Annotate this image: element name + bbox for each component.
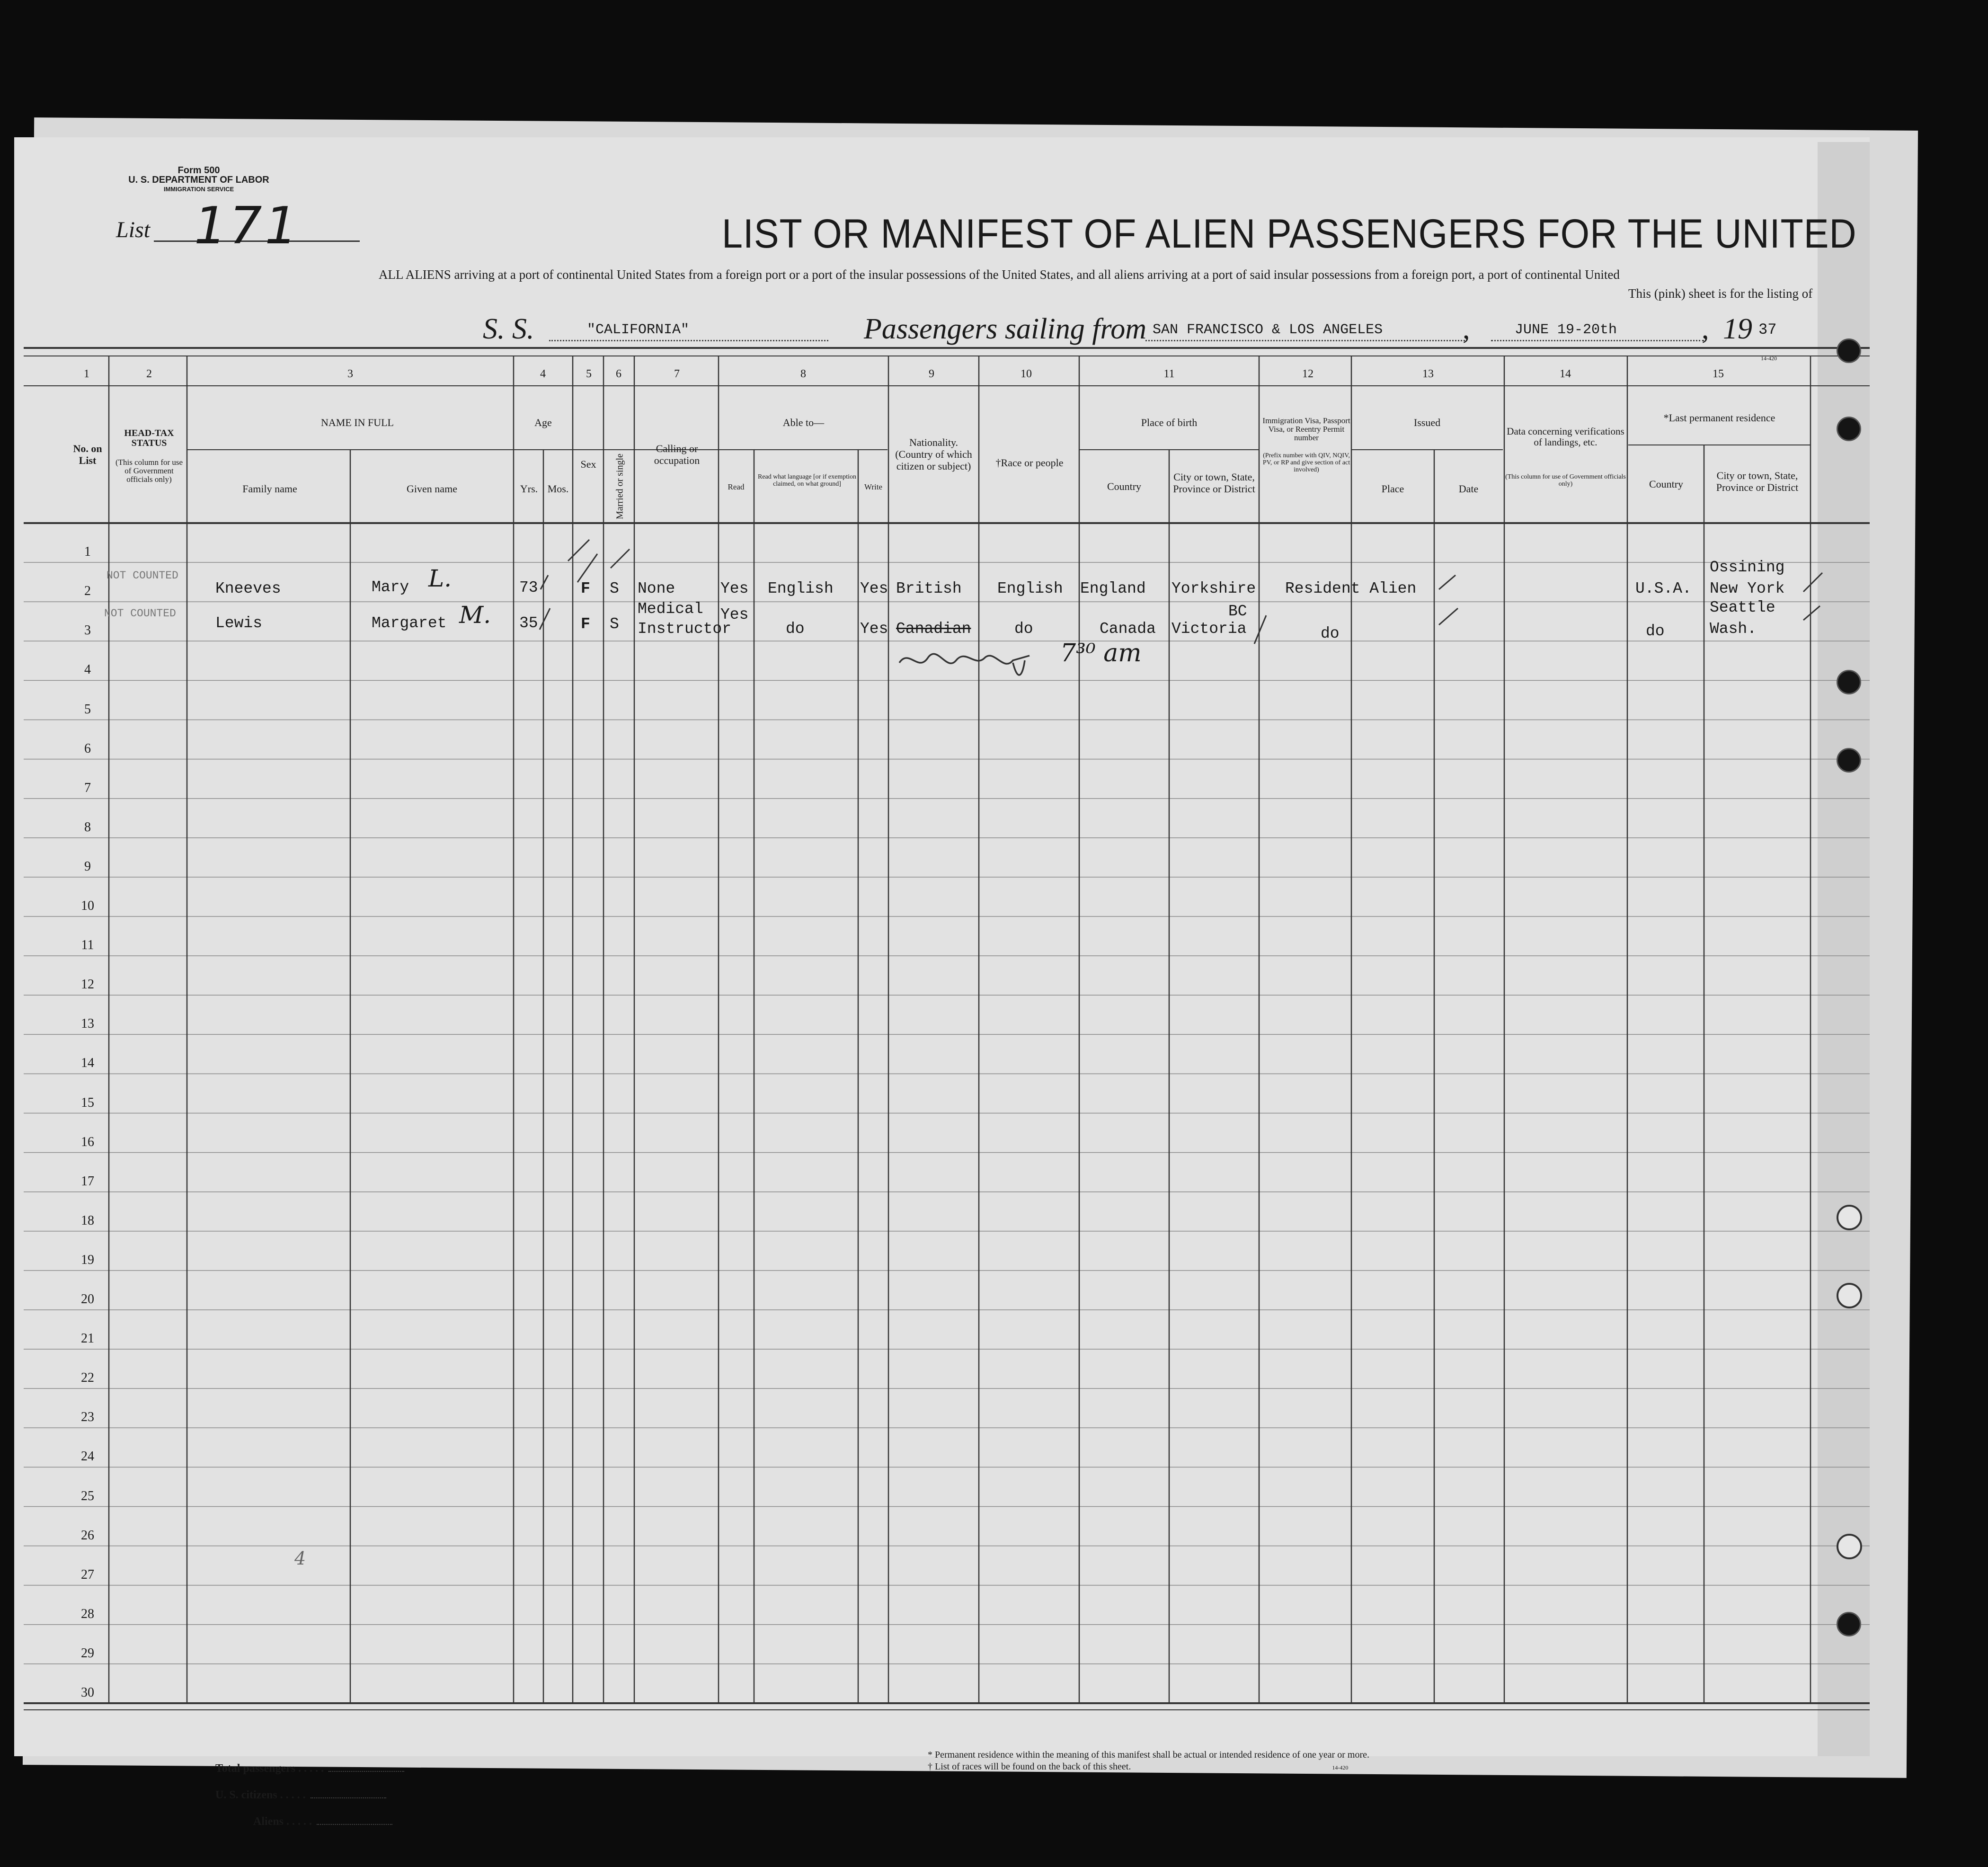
colnum-13: 13 [1422,368,1434,380]
header-head-tax: HEAD-TAX STATUS [124,428,174,448]
row-number: 25 [81,1488,94,1503]
ship-label: S. S. [483,313,534,345]
ship-name-line [549,340,828,341]
row-number: 13 [81,1016,94,1031]
citizen-dots: . . . . . [280,1789,306,1801]
residence-city: Seattle [1710,599,1775,616]
occupation: Medical [638,600,703,618]
page-edge [1818,142,1870,1756]
given-name: Mary [372,578,409,596]
residence-country: U.S.A. [1635,580,1692,597]
row-number: 7 [84,780,91,795]
port-line [1145,340,1465,341]
nationality: Canadian [896,620,971,638]
header-residence-city: City or town, State, Province or District [1716,470,1799,493]
row-number: 12 [81,977,94,992]
row-number: 14 [81,1056,94,1071]
list-number: 171 [194,196,301,256]
header-last-residence: *Last permanent residence [1663,412,1775,424]
subtitle-line-2: This (pink) sheet is for the listing of [1628,286,1813,301]
row-number: 17 [81,1174,94,1189]
given-initial: L. [428,565,452,592]
sailing-date: JUNE 19-20th [1515,322,1617,338]
can-write: Yes [860,620,888,638]
residence-state: New York [1710,580,1785,597]
total-passengers-field [328,1771,404,1772]
header-birth-city: City or town, State, Province or District [1173,471,1255,495]
totals-block [215,1755,404,1835]
header-family-name: Family name [242,483,297,495]
date-line [1491,340,1704,341]
binder-hole [1837,1283,1862,1308]
header-race: †Race or people [995,457,1064,469]
colnum-14: 14 [1560,368,1571,380]
race: do [1014,620,1033,638]
header-age-mos: Mos. [547,483,569,495]
colnum-7: 7 [674,368,680,380]
colnum-2: 2 [146,368,152,380]
row-number: 15 [81,1095,94,1110]
header-residence-country: Country [1649,478,1684,490]
residence-state: Wash. [1710,620,1757,638]
sex: F [581,615,590,633]
row-number: 24 [81,1449,94,1464]
colnum-10: 10 [1021,368,1032,380]
us-citizens-label: U. S. citizens [215,1789,277,1801]
service-name: IMMIGRATION SERVICE [163,186,234,193]
departure-port: SAN FRANCISCO & LOS ANGELES [1153,322,1383,338]
residence-city: Ossining [1710,559,1785,576]
row-number: 4 [84,662,91,677]
aliens-field [317,1824,392,1825]
header-read-language: Read what language [or if exemption claimed, on what ground] [758,473,856,488]
colnum-5: 5 [586,368,592,380]
birth-city: Victoria [1172,620,1247,638]
us-citizens-field [311,1797,386,1798]
separator-comma-2: , [1702,313,1709,345]
row-number: 8 [84,819,91,835]
footnote-races: † List of races will be found on the back of this sheet. [928,1761,1131,1772]
binder-hole [1837,338,1861,363]
header-calling: Calling or occupation [654,443,700,466]
row-number: 28 [81,1606,94,1621]
colnum-1: 1 [84,368,89,380]
residence-country: do [1646,622,1665,640]
given-initial: M. [459,601,491,629]
binder-hole [1837,417,1861,441]
birth-city: Yorkshire [1172,580,1256,597]
colnum-3: 3 [347,368,353,380]
header-no-on-list: No. on List [73,443,102,466]
row-number: 18 [81,1213,94,1228]
can-write: Yes [860,580,888,597]
header-visa-note: (Prefix number with QIV, NQIV, PV, or RP and give section of act involved) [1262,452,1350,473]
race: English [997,580,1063,597]
header-issued: Issued [1413,417,1441,428]
header-birth-country: Country [1107,480,1142,492]
row-number: 30 [81,1685,94,1700]
family-name: Lewis [215,614,263,632]
binder-hole [1837,670,1861,694]
aliens-label: Aliens [253,1815,284,1828]
visa-status: do [1321,625,1340,642]
binder-hole [1837,1205,1862,1230]
colnum-9: 9 [929,368,934,380]
header-able-to: Able to— [782,417,825,428]
row-number: 27 [81,1567,94,1582]
row-number: 22 [81,1370,94,1386]
year-suffix: 37 [1758,321,1777,338]
header-nationality: Nationality. (Country of which citizen or subject) [895,436,972,472]
given-name: Margaret [372,614,447,632]
row-number: 23 [81,1410,94,1425]
birth-country: England [1080,580,1146,597]
header-given-name: Given name [407,483,457,495]
age-years: 35 [519,614,538,632]
sex: F [581,580,590,597]
row-number: 10 [81,898,94,913]
header-age-yrs: Yrs. [520,483,538,495]
header-sex: Sex [580,458,596,470]
sailing-label: Passengers sailing from [864,313,1147,345]
row-number: 26 [81,1528,94,1543]
visa-status: Resident Alien [1285,580,1417,597]
read-language: do [786,620,805,638]
manifest-page [14,137,1870,1756]
footnote-residence: * Permanent residence within the meaning of this manifest shall be actual or intended residence of one year or more. [928,1750,1370,1760]
birth-province: BC [1228,603,1247,620]
birth-country: Canada [1100,620,1156,638]
age-years: 73 [519,579,538,596]
colnum-12: 12 [1302,368,1314,380]
footnotes [928,1749,1369,1774]
department-name: U. S. DEPARTMENT OF LABOR [128,175,269,185]
header-verification: Data concerning verifications of landings, etc. [1507,426,1624,448]
binder-hole [1837,748,1861,773]
header-name-in-full: NAME IN FULL [321,417,394,428]
family-name: Kneeves [215,580,281,597]
occupation: None [638,580,675,597]
form-identifier [99,166,298,194]
can-read: Yes [720,606,749,623]
binder-hole [1837,1612,1861,1636]
header-place-of-birth: Place of birth [1141,417,1198,428]
occupation-line-2: Instructor [638,620,732,638]
head-tax-status: NOT COUNTED [104,607,176,620]
row-number: 5 [84,702,91,717]
footnote-code: 14-420 [1332,1764,1349,1771]
total-passengers-label: Total passengers [215,1762,296,1775]
row-number: 3 [84,623,91,638]
colnum-6: 6 [616,368,621,380]
header-visa: Immigration Visa, Passport Visa, or Reentry Permit number [1262,416,1350,442]
nationality: British [896,580,962,597]
header-write: Write [864,482,883,491]
handwritten-time-note: 7³⁰ am [1060,639,1142,667]
row-number: 29 [81,1645,94,1661]
row-number: 21 [81,1331,94,1346]
marital-status: S [610,615,619,633]
row-number: 1 [84,544,91,560]
header-married: Married or single [614,453,625,519]
colnum-11: 11 [1163,368,1175,380]
header-age: Age [534,417,552,428]
alien-dots: . . . . . [286,1815,312,1828]
marital-status: S [610,580,619,597]
ship-name: "CALIFORNIA" [587,322,690,338]
row-number: 9 [84,859,91,874]
row-number: 16 [81,1134,94,1149]
header-head-tax-note: (This column for use of Government officials only) [115,458,183,484]
colnum-8: 8 [800,368,806,380]
row-number: 6 [84,741,91,756]
colnum-15: 15 [1713,368,1724,380]
header-read: Read [728,482,745,491]
row-number: 11 [81,938,94,953]
separator-comma: , [1463,313,1470,345]
can-read: Yes [720,580,749,597]
stray-mark: 4 [294,1548,306,1569]
header-issued-place: Place [1381,483,1404,495]
read-language: English [768,580,834,597]
total-dots: . . . . . [298,1762,324,1775]
list-label: List [116,217,151,242]
row-number: 19 [81,1252,94,1267]
colnum-4: 4 [540,368,546,380]
header-verification-note: (This column for use of Government officials only) [1505,473,1626,488]
row-number: 20 [81,1292,94,1307]
page-title: LIST OR MANIFEST OF ALIEN PASSENGERS FOR THE UNITED [722,211,1857,257]
binder-hole [1837,1534,1862,1559]
header-issued-date: Date [1458,483,1479,495]
row-number: 2 [84,584,91,599]
form-number: Form 500 [178,165,220,176]
year-prefix: 19 [1723,313,1752,345]
head-tax-status: NOT COUNTED [106,569,178,582]
form-code: 14-420 [1761,355,1777,362]
subtitle-line-1: ALL ALIENS arriving at a port of continental United States from a foreign port or a port of the insular possessions of the United States, and all aliens arriving at a port of said insular possessions from a foreign port, a port of continental United [379,267,1620,282]
